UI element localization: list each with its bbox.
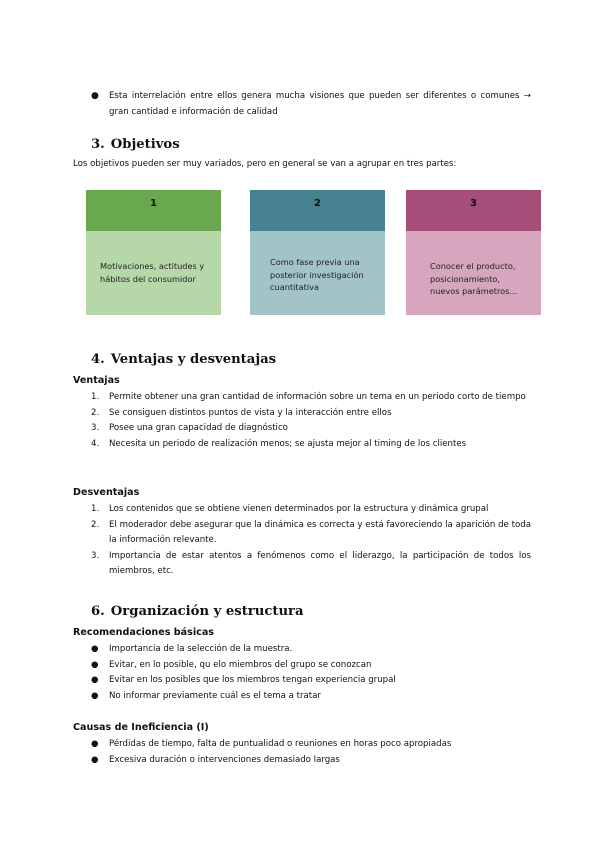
- objective-box-3-body: [406, 231, 541, 315]
- section-3-heading: [91, 137, 180, 152]
- list-item: 2. El moderador debe asegurar que la dinámica es correcta y está favoreciendo la aparición de toda la información relevante.: [91, 519, 531, 545]
- causas-list: [91, 737, 531, 768]
- section-3-number: 3.: [91, 137, 105, 152]
- recomendaciones-list: [91, 642, 531, 704]
- objective-box-2-header: [250, 190, 385, 231]
- objective-box-2-body: [250, 231, 385, 315]
- recomendaciones-heading: Recomendaciones básicas: [73, 627, 215, 638]
- section-6-number: 6.: [91, 604, 105, 619]
- list-item: 1. Los contenidos que se obtiene vienen determinados por la estructura y dinámica grupal: [91, 504, 489, 514]
- causas-heading: Causas de Ineficiencia (I): [73, 722, 209, 733]
- section-3-intro: Los objetivos pueden ser muy variados, pero en general se van a agrupar en tres partes:: [73, 159, 457, 169]
- objective-box-2-text: Como fase previa una posterior investigación cuantitativa: [270, 257, 364, 292]
- list-item: 1. Permite obtener una gran cantidad de información sobre un tema en un periodo corto de tiempo: [91, 392, 526, 402]
- section-3-title: Objetivos: [110, 137, 180, 152]
- list-item: ● Importancia de la selección de la muestra.: [91, 644, 293, 654]
- desventajas-heading: Desventajas: [73, 487, 140, 498]
- section-4-number: 4.: [91, 352, 105, 367]
- section-4-heading: [91, 352, 276, 367]
- objective-box-3-text: Conocer el producto, posicionamiento, nuevos parámetros...: [430, 261, 518, 296]
- ventajas-list: [91, 390, 531, 452]
- list-item: ● No informar previamente cuál es el tema a tratar: [91, 690, 321, 701]
- list-item: ● Excesiva duración o intervenciones demasiado largas: [91, 754, 340, 765]
- objective-box-1-text: Motivaciones, actitudes y hábitos del consumidor: [100, 261, 205, 284]
- intro-bullet: [91, 89, 531, 121]
- list-item: 3. Importancia de estar atentos a fenómenos como el liderazgo, la participación de todos los miembros, etc.: [91, 550, 531, 576]
- section-6-heading: [91, 604, 304, 619]
- list-item: 4. Necesita un periodo de realización menos; se ajusta mejor al timing de los clientes: [91, 438, 467, 449]
- objective-box-1-body: [86, 231, 221, 315]
- objective-box-1: [86, 190, 221, 315]
- objective-box-3-number: 3: [470, 198, 477, 209]
- objective-box-1-number: 1: [150, 198, 157, 209]
- objective-box-3: [406, 190, 541, 315]
- section-6-title: Organización y estructura: [110, 604, 304, 619]
- list-item: 3. Posee una gran capacidad de diagnóstico: [91, 423, 288, 433]
- section-4-title: Ventajas y desventajas: [110, 352, 277, 367]
- objective-box-3-header: [406, 190, 541, 231]
- ventajas-heading: Ventajas: [73, 375, 120, 386]
- list-item: ● Pérdidas de tiempo, falta de puntualidad o reuniones en horas poco apropiadas: [91, 739, 452, 749]
- bullet-marker: ●: [91, 91, 99, 101]
- list-item: 2. Se consiguen distintos puntos de vista y la interacción entre ellos: [91, 407, 392, 418]
- objective-box-1-header: [86, 190, 221, 231]
- intro-bullet-text: Esta interrelación entre ellos genera mucha visiones que pueden ser diferentes o comunes → gran cantidad e información de calidad: [109, 91, 531, 117]
- objective-box-2: [250, 190, 385, 315]
- desventajas-list: [91, 502, 531, 580]
- list-item: ● Evitar, en lo posible, qu elo miembros del grupo se conozcan: [91, 659, 372, 670]
- objective-box-2-number: 2: [314, 198, 321, 209]
- list-item: ● Evitar en los posibles que los miembros tengan experiencia grupal: [91, 675, 396, 685]
